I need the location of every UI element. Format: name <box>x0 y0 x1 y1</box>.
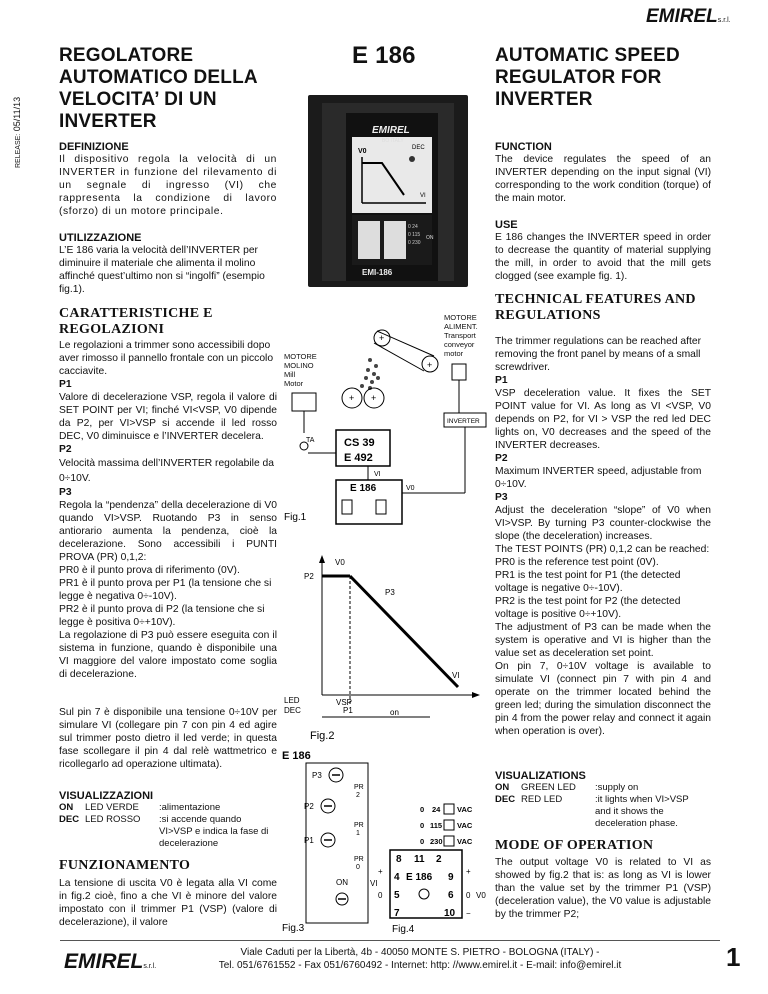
svg-text:EMI-186: EMI-186 <box>362 268 393 277</box>
svg-text:CS 39: CS 39 <box>344 437 375 449</box>
release-label: RELEASE: <box>15 133 22 168</box>
svg-text:P2: P2 <box>304 802 314 811</box>
svg-text:+: + <box>349 393 355 403</box>
section-caratteristiche: Le regolazioni a trimmer sono accessibili dopo aver rimosso il pannello frontale con un piccolo cacciavite. P1 Valore di decelerazione VSP, regola il valore di SET POINT per VI; finché VI<VSP, V0 dipende da P2, per VI>VSP si accende il led rosso DEC, V0 diminuisce e l’INVERTER decelera. P2 Velocità massima dell’INVERTER regolabile da 0÷10V. P3 Regola la “pendenza” della decelerazione di V0 quando VI>VSP. Ruotando P3 in senso antiorario aumenta la pendenza, cioè la decelerazione. Sono accessibili i PUNTI PROVA (PR) 0,1,2: PR0 è il punto prova di riferimento (0V). PR1 è il punto prova per P1 (la tensione che si legge è negativa 0÷-10V). PR2 è il punto prova di P2 (la tensione che si legge è positiva 0÷+10V). La regolazione di P3 può essere eseguita con il sistema in funzione, quando è disponibile una VI maggiore del valore impostato come soglia di decelerazione. <box>59 340 277 680</box>
svg-text:+: + <box>379 333 385 343</box>
section-function: FUNCTION The device regulates the speed of an INVERTER depending on the input signal (VI) corresponding to the work condition (torque) of the main motor. <box>495 141 711 204</box>
svg-text:V0: V0 <box>358 148 367 155</box>
vis-row-on-en: ON GREEN LED :supply on <box>495 782 639 793</box>
svg-text:conveyor: conveyor <box>444 340 475 349</box>
svg-text:2: 2 <box>356 792 360 799</box>
section-definizione <box>59 141 277 218</box>
section-mode: The output voltage V0 is related to VI as showed by fig.2 that is: as long as VI is lower than the value set by the trimmer P1 (VSP) (deceleration value), the V0 value is adjustable by the trimmer P2; <box>495 857 711 920</box>
svg-text:LED: LED <box>284 696 300 705</box>
svg-text:10: 10 <box>444 908 456 919</box>
svg-text:E 186: E 186 <box>350 483 377 494</box>
svg-text:VI: VI <box>370 879 378 888</box>
svg-text:ALIMENT.: ALIMENT. <box>444 322 478 331</box>
svg-text:ON: ON <box>336 878 348 887</box>
svg-text:VAC: VAC <box>457 837 473 846</box>
section-technical: The trimmer regulations can be reached after removing the front panel by means of a small screwdriver. P1 VSP deceleration value. It fixes the SET POINT value for VI. As long as VI <VSP, V0 depends on P2, for VI > VSP the red led DEC lights on, V0 decreases and the speed of the INVERTER decreases. P2 Maximum INVERTER speed, adjustable from 0÷10V. P3 Adjust the deceleration “slope” of V0 when VI>VSP. By turning P3 counter-clockwise the slope (the deceleration) increases. The TEST POINTS (PR) 0,1,2 can be reached: PR0 is the reference test point (0V). PR1 is the test point for P1 (the detected voltage is negative 0÷-10V). PR2 is the test point for P2 (the detected voltage is positive 0÷+10V). The adjustment of P3 can be made when the system is operative and VI is higher than the value set as deceleration set point. On pin 7, 0÷10V voltage is available to simulate VI (connect pin 7 with pin 4 and operate on the trimmer located behind the green led; during the simulation disconnect the pin 4 from the power relay and connect it again when operation is over). <box>495 336 711 737</box>
svg-text:1: 1 <box>356 830 360 837</box>
svg-text:MOLINO: MOLINO <box>284 361 314 370</box>
svg-text:PR: PR <box>354 822 364 829</box>
svg-text:11: 11 <box>414 854 425 865</box>
svg-text:PR: PR <box>354 784 364 791</box>
svg-text:7: 7 <box>394 908 400 919</box>
svg-text:DEC: DEC <box>284 706 301 715</box>
heading-funzionamento: FUNZIONAMENTO <box>59 858 191 873</box>
svg-text:230: 230 <box>430 837 443 846</box>
svg-text:VAC: VAC <box>457 805 473 814</box>
release-date <box>10 60 26 170</box>
figure-2 <box>280 555 495 745</box>
svg-text:8: 8 <box>396 854 402 865</box>
svg-text:E 186: E 186 <box>282 750 311 762</box>
section-utilizzazione <box>59 232 277 296</box>
svg-text:P3: P3 <box>312 771 322 780</box>
page-number: 1 <box>726 942 741 972</box>
svg-text:5: 5 <box>394 890 400 901</box>
section-pin7: Sul pin 7 è disponibile una tensione 0÷10V per simulare VI (collegare pin 7 con pin 4 ed agire sul trimmer posto dietro il led verde; in questa fase scollegare il pin 4 dal relè wattmetrico e ricollegarlo ad operazione ultimata). <box>59 707 277 770</box>
svg-text:24: 24 <box>432 805 441 814</box>
svg-text:E 492: E 492 <box>344 452 373 464</box>
section-use: USE E 186 changes the INVERTER speed in order to decrease the quantity of material supplying the mill, in order to avoid that the mill gets clogged (see example fig. 1). <box>495 219 711 282</box>
figure-4 <box>370 800 495 935</box>
svg-text:motor: motor <box>444 349 464 358</box>
svg-text:VAC: VAC <box>457 821 473 830</box>
vis-row-dec: DEC LED ROSSO :si accende quando VI>VSP e indica la fase di decelerazione <box>59 814 269 849</box>
svg-text:0 115: 0 115 <box>408 232 421 238</box>
svg-text:VI: VI <box>374 471 381 478</box>
section-funzionamento: La tensione di uscita V0 è legata alla VI come in fig.2 cioè, fino a che VI è minore del valore impostato con il trimmer P1 (VSP) (valore di decelerazione), il valore <box>59 878 277 928</box>
section-visualizations: VISUALIZATIONS ON GREEN LED :supply on DEC RED LED :it lights when VI>VSP and it shows the deceleration phase. <box>495 770 711 830</box>
svg-text:0 230: 0 230 <box>408 240 421 246</box>
svg-text:P2: P2 <box>304 572 314 581</box>
svg-text:0: 0 <box>420 821 425 830</box>
svg-text:INVERTER: INVERTER <box>447 418 480 425</box>
svg-text:0 24: 0 24 <box>408 224 418 230</box>
svg-text:0: 0 <box>466 891 471 900</box>
text-definizione: Il dispositivo regola la velocità di un INVERTER in funzione del rilevamento di un segnale di ingresso (VI) che rappresenta la condizione di lavoro (sforzo) di un motore principale. <box>59 154 277 217</box>
heading-utilizzazione: UTILIZZAZIONE <box>59 232 142 244</box>
heading-technical: TECHNICAL FEATURES AND REGULATIONS <box>495 292 696 323</box>
svg-text:P3: P3 <box>385 588 395 597</box>
svg-text:0: 0 <box>378 891 383 900</box>
section-visualizzazioni: VISUALIZZAZIONI ON LED VERDE :alimentazione DEC LED ROSSO :si accende quando VI>VSP e indica la fase di decelerazione <box>59 790 277 850</box>
svg-text:MOTORE: MOTORE <box>444 313 477 322</box>
svg-text:P1: P1 <box>343 706 353 715</box>
figure-1 <box>282 308 492 528</box>
fig1-caption: Fig.1 <box>284 512 307 523</box>
svg-text:BO ITALY: BO ITALY <box>382 138 404 144</box>
figure-3 <box>280 745 370 935</box>
fig3-caption: Fig.3 <box>282 923 305 934</box>
svg-text:Transport: Transport <box>444 331 476 340</box>
svg-text:VI: VI <box>420 193 426 199</box>
svg-text:E 186: E 186 <box>406 872 433 883</box>
svg-text:TA: TA <box>306 437 315 444</box>
svg-text:V0: V0 <box>406 485 415 492</box>
svg-text:P1: P1 <box>304 836 314 845</box>
text-utilizzazione: L’E 186 varia la velocità dell’INVERTER per diminuire il materiale che alimenta il molino affinché quest’ultimo non si “ingolfi” (esempio fig.1). <box>59 245 265 295</box>
svg-text:+: + <box>466 867 471 876</box>
svg-text:0: 0 <box>356 864 360 871</box>
svg-text:Mill: Mill <box>284 370 296 379</box>
fig4-caption: Fig.4 <box>392 924 415 935</box>
svg-text:on: on <box>390 708 399 717</box>
dec-led-icon <box>409 156 415 162</box>
svg-text:+: + <box>378 867 383 876</box>
svg-text:PR: PR <box>354 856 364 863</box>
svg-text:+: + <box>371 393 377 403</box>
svg-text:DEC: DEC <box>412 145 425 151</box>
vis-row-on: ON LED VERDE :alimentazione <box>59 802 221 813</box>
svg-text:6: 6 <box>448 890 454 901</box>
svg-text:VSP: VSP <box>336 698 353 707</box>
device-photo <box>308 95 468 287</box>
title-english: AUTOMATIC SPEED REGULATOR FOR INVERTER <box>495 45 680 110</box>
brand-logo-top: EMIRELs.r.l. <box>646 6 731 27</box>
svg-text:MOTORE: MOTORE <box>284 352 317 361</box>
svg-text:−: − <box>466 909 471 918</box>
fig2-caption: Fig.2 <box>310 730 335 742</box>
vis-row-dec-en: DEC RED LED :it lights when VI>VSP and it shows the deceleration phase. <box>495 794 689 829</box>
heading-caratteristiche: CARATTERISTICHE E REGOLAZIONI <box>59 306 213 337</box>
svg-text:V0: V0 <box>335 558 345 567</box>
heading-mode: MODE OF OPERATION <box>495 838 654 853</box>
svg-text:4: 4 <box>394 872 400 883</box>
svg-text:Motor: Motor <box>284 379 304 388</box>
svg-text:9: 9 <box>448 872 454 883</box>
svg-text:V0: V0 <box>476 891 486 900</box>
title-italian: REGOLATORE AUTOMATICO DELLA VELOCITA’ DI UN INVERTER <box>59 45 258 132</box>
device-brand: EMIREL <box>372 125 410 136</box>
svg-text:2: 2 <box>436 854 442 865</box>
svg-text:VI: VI <box>452 671 460 680</box>
svg-text:115: 115 <box>430 821 443 830</box>
svg-text:0: 0 <box>420 805 425 814</box>
footer-address: Viale Caduti per la Libertà, 4b - 40050 MONTE S. PIETRO - BOLOGNA (ITALY) - Tel. 051/6761552 - Fax 051/6760492 - Internet: http: //www.emirel.it - E-mail: info@emirel.it <box>218 947 622 971</box>
svg-text:+: + <box>427 360 433 370</box>
heading-definizione: DEFINIZIONE <box>59 141 129 153</box>
model-number: E 186 <box>352 42 416 69</box>
release-date-value: 05/11/13 <box>12 96 22 132</box>
footer-rule <box>60 940 720 941</box>
svg-text:0: 0 <box>420 837 425 846</box>
brand-logo-footer: EMIRELs.r.l. <box>64 950 157 973</box>
svg-text:ON: ON <box>426 235 434 241</box>
